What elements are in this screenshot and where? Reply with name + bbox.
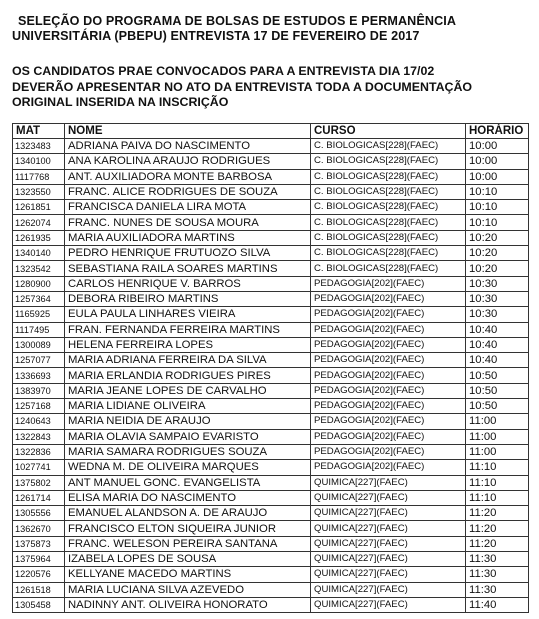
table-row [13,368,529,383]
cell-nome: PEDRO HENRIQUE FRUTUOZO SILVA [65,246,311,261]
table-row [13,475,529,490]
cell-mat: 1220576 [13,567,65,582]
cell-curso: QUIMICA[227](FAEC) [311,552,466,567]
cell-horario: 10:00 [466,154,529,169]
candidates-table [12,123,529,613]
cell-mat: 1375802 [13,475,65,490]
cell-mat: 1305458 [13,597,65,612]
cell-mat: 1340100 [13,154,65,169]
cell-mat: 1323542 [13,261,65,276]
cell-horario: 11:20 [466,521,529,536]
cell-mat: 1257077 [13,353,65,368]
cell-horario: 11:00 [466,429,529,444]
table-row [13,567,529,582]
table-row [13,429,529,444]
cell-horario: 10:40 [466,322,529,337]
cell-nome: MARIA LIDIANE OLIVEIRA [65,399,311,414]
table-header-row [13,124,529,139]
cell-curso: PEDAGOGIA[202](FAEC) [311,414,466,429]
cell-nome: MARIA OLAVIA SAMPAIO EVARISTO [65,429,311,444]
cell-horario: 11:30 [466,582,529,597]
cell-nome: WEDNA M. DE OLIVEIRA MARQUES [65,460,311,475]
cell-nome: IZABELA LOPES DE SOUSA [65,552,311,567]
cell-curso: QUIMICA[227](FAEC) [311,521,466,536]
table-row [13,460,529,475]
table-row [13,444,529,459]
cell-horario: 11:00 [466,414,529,429]
cell-curso: PEDAGOGIA[202](FAEC) [311,368,466,383]
table-row [13,383,529,398]
cell-mat: 1261851 [13,200,65,215]
cell-curso: PEDAGOGIA[202](FAEC) [311,353,466,368]
cell-horario: 11:40 [466,597,529,612]
cell-nome: FRAN. FERNANDA FERREIRA MARTINS [65,322,311,337]
cell-mat: 1322836 [13,444,65,459]
cell-curso: QUIMICA[227](FAEC) [311,506,466,521]
table-row [13,276,529,291]
cell-curso: PEDAGOGIA[202](FAEC) [311,337,466,352]
cell-horario: 10:10 [466,200,529,215]
cell-curso: C. BIOLOGICAS[228](FAEC) [311,246,466,261]
cell-horario: 10:40 [466,353,529,368]
cell-mat: 1362670 [13,521,65,536]
cell-nome: FRANC. WELESON PEREIRA SANTANA [65,536,311,551]
cell-horario: 10:30 [466,291,529,306]
cell-nome: NADINNY ANT. OLIVEIRA HONORATO [65,597,311,612]
table-row [13,230,529,245]
cell-nome: HELENA FERREIRA LOPES [65,337,311,352]
table-row [13,139,529,154]
cell-nome: FRANCISCO ELTON SIQUEIRA JUNIOR [65,521,311,536]
document-title [12,14,528,44]
table-row [13,322,529,337]
table-row [13,337,529,352]
cell-mat: 1262074 [13,215,65,230]
cell-mat: 1117495 [13,322,65,337]
cell-horario: 11:20 [466,536,529,551]
cell-horario: 11:20 [466,506,529,521]
table-row [13,506,529,521]
table-row [13,169,529,184]
cell-horario: 10:10 [466,215,529,230]
cell-horario: 10:50 [466,368,529,383]
cell-nome: ANT. AUXILIADORA MONTE BARBOSA [65,169,311,184]
cell-curso: QUIMICA[227](FAEC) [311,567,466,582]
cell-horario: 10:50 [466,383,529,398]
cell-nome: MARIA LUCIANA SILVA AZEVEDO [65,582,311,597]
table-row [13,597,529,612]
cell-horario: 11:30 [466,567,529,582]
cell-mat: 1300089 [13,337,65,352]
cell-curso: C. BIOLOGICAS[228](FAEC) [311,230,466,245]
cell-mat: 1261518 [13,582,65,597]
table-row [13,521,529,536]
cell-nome: FRANC. NUNES DE SOUSA MOURA [65,215,311,230]
cell-nome: MARIA SAMARA RODRIGUES SOUZA [65,444,311,459]
cell-mat: 1305556 [13,506,65,521]
cell-mat: 1240643 [13,414,65,429]
cell-horario: 10:20 [466,246,529,261]
cell-nome: CARLOS HENRIQUE V. BARROS [65,276,311,291]
cell-curso: PEDAGOGIA[202](FAEC) [311,307,466,322]
cell-mat: 1323483 [13,139,65,154]
notice-line-2: DEVERÃO APRESENTAR NO ATO DA ENTREVISTA TODA A DOCUMENTAÇÃO [12,79,473,94]
column-header-mat: MAT [13,124,65,139]
cell-nome: DEBORA RIBEIRO MARTINS [65,291,311,306]
cell-nome: ELISA MARIA DO NASCIMENTO [65,490,311,505]
cell-curso: C. BIOLOGICAS[228](FAEC) [311,139,466,154]
cell-curso: PEDAGOGIA[202](FAEC) [311,291,466,306]
cell-curso: PEDAGOGIA[202](FAEC) [311,429,466,444]
cell-horario: 11:10 [466,490,529,505]
cell-curso: PEDAGOGIA[202](FAEC) [311,276,466,291]
cell-curso: QUIMICA[227](FAEC) [311,597,466,612]
title-line-2: UNIVERSITÁRIA (PBEPU) ENTREVISTA 17 DE FEVEREIRO DE 2017 [12,29,420,43]
table-row [13,552,529,567]
cell-mat: 1375873 [13,536,65,551]
cell-mat: 1280900 [13,276,65,291]
cell-curso: C. BIOLOGICAS[228](FAEC) [311,261,466,276]
cell-mat: 1383970 [13,383,65,398]
cell-nome: EULA PAULA LINHARES VIEIRA [65,307,311,322]
cell-mat: 1261714 [13,490,65,505]
cell-mat: 1340140 [13,246,65,261]
notice-text [12,64,528,111]
cell-curso: C. BIOLOGICAS[228](FAEC) [311,184,466,199]
cell-horario: 10:40 [466,337,529,352]
column-header-curso: CURSO [311,124,466,139]
cell-curso: QUIMICA[227](FAEC) [311,582,466,597]
cell-curso: QUIMICA[227](FAEC) [311,490,466,505]
cell-curso: QUIMICA[227](FAEC) [311,536,466,551]
cell-horario: 10:00 [466,169,529,184]
table-row [13,291,529,306]
cell-curso: PEDAGOGIA[202](FAEC) [311,460,466,475]
cell-curso: C. BIOLOGICAS[228](FAEC) [311,200,466,215]
cell-curso: PEDAGOGIA[202](FAEC) [311,444,466,459]
column-header-horario: HORÁRIO [466,124,529,139]
title-line-1: SELEÇÃO DO PROGRAMA DE BOLSAS DE ESTUDOS E PERMANÊNCIA [18,14,457,28]
table-row [13,246,529,261]
table-row [13,154,529,169]
cell-nome: KELLYANE MACEDO MARTINS [65,567,311,582]
cell-curso: PEDAGOGIA[202](FAEC) [311,322,466,337]
cell-nome: MARIA NEIDIA DE ARAUJO [65,414,311,429]
cell-horario: 11:00 [466,444,529,459]
table-row [13,184,529,199]
table-row [13,353,529,368]
cell-nome: ADRIANA PAIVA DO NASCIMENTO [65,139,311,154]
cell-mat: 1257364 [13,291,65,306]
cell-curso: PEDAGOGIA[202](FAEC) [311,383,466,398]
cell-mat: 1336693 [13,368,65,383]
notice-line-3: ORIGINAL INSERIDA NA INSCRIÇÃO [12,95,229,109]
cell-nome: ANA KAROLINA ARAUJO RODRIGUES [65,154,311,169]
cell-mat: 1027741 [13,460,65,475]
cell-horario: 11:10 [466,460,529,475]
cell-horario: 10:00 [466,139,529,154]
cell-mat: 1261935 [13,230,65,245]
cell-nome: FRANCISCA DANIELA LIRA MOTA [65,200,311,215]
table-row [13,414,529,429]
cell-nome: MARIA ERLANDIA RODRIGUES PIRES [65,368,311,383]
cell-mat: 1322843 [13,429,65,444]
cell-mat: 1323550 [13,184,65,199]
cell-curso: C. BIOLOGICAS[228](FAEC) [311,169,466,184]
cell-nome: FRANC. ALICE RODRIGUES DE SOUZA [65,184,311,199]
cell-horario: 10:20 [466,230,529,245]
cell-mat: 1257168 [13,399,65,414]
table-row [13,582,529,597]
table-row [13,536,529,551]
cell-horario: 10:20 [466,261,529,276]
table-row [13,261,529,276]
table-row [13,215,529,230]
table-row [13,307,529,322]
column-header-nome: NOME [65,124,311,139]
cell-nome: ANT MANUEL GONC. EVANGELISTA [65,475,311,490]
cell-horario: 10:50 [466,399,529,414]
cell-horario: 11:30 [466,552,529,567]
table-row [13,490,529,505]
cell-nome: MARIA ADRIANA FERREIRA DA SILVA [65,353,311,368]
notice-line-1: OS CANDIDATOS PRAE CONVOCADOS PARA A ENTREVISTA DIA 17/02 [12,64,435,78]
cell-horario: 10:30 [466,307,529,322]
cell-horario: 11:10 [466,475,529,490]
cell-curso: PEDAGOGIA[202](FAEC) [311,399,466,414]
cell-horario: 10:10 [466,184,529,199]
cell-mat: 1375964 [13,552,65,567]
table-row [13,200,529,215]
cell-mat: 1165925 [13,307,65,322]
cell-curso: QUIMICA[227](FAEC) [311,475,466,490]
cell-curso: C. BIOLOGICAS[228](FAEC) [311,215,466,230]
cell-nome: EMANUEL ALANDSON A. DE ARAUJO [65,506,311,521]
cell-nome: MARIA JEANE LOPES DE CARVALHO [65,383,311,398]
cell-curso: C. BIOLOGICAS[228](FAEC) [311,154,466,169]
table-row [13,399,529,414]
cell-mat: 1117768 [13,169,65,184]
cell-nome: SEBASTIANA RAILA SOARES MARTINS [65,261,311,276]
cell-nome: MARIA AUXILIADORA MARTINS [65,230,311,245]
cell-horario: 10:30 [466,276,529,291]
